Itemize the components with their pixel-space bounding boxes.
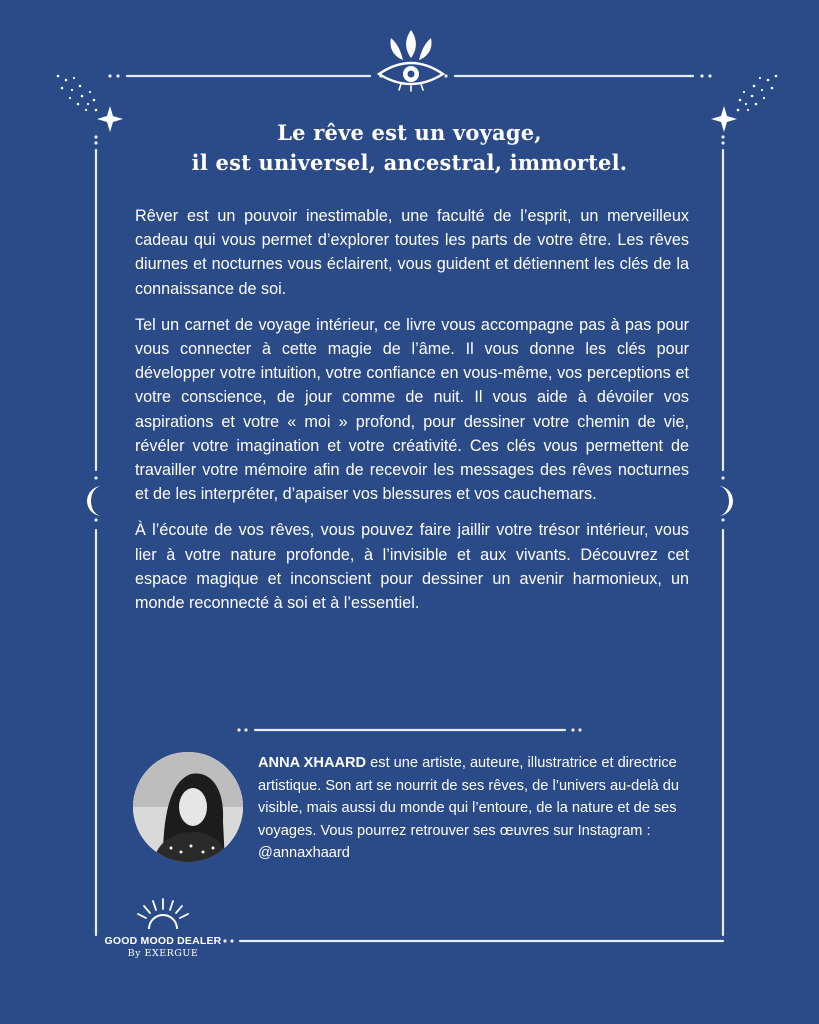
paragraph: Tel un carnet de voyage intérieur, ce livre vous accompagne pas à pas pour vous connecter à cette magie de l’âme. Il vous donne les clés pour développer votre intuition, votre confiance en vous-même, vos perceptions et votre conscience, de jour comme de nuit. Il vous aide à dévoiler vos aspirations et votre « moi » profond, pour dessiner votre chemin de vie, révéler votre imagination et votre créativité. Ces clés vous permettent de travailler votre mémoire afin de recevoir les messages des rêves nocturnes et de les interpréter, d’apaiser vos blessures et vos cauchemars. bbox=[135, 315, 689, 504]
shooting-star-icon bbox=[702, 70, 782, 140]
page-heading bbox=[120, 118, 699, 178]
author-name: ANNA XHAARD bbox=[258, 755, 367, 771]
crescent-moon-icon bbox=[84, 484, 110, 518]
author-bio bbox=[258, 752, 708, 865]
sunburst-icon bbox=[133, 895, 193, 931]
crescent-moon-icon bbox=[710, 484, 736, 518]
publisher-imprint: By EXERGUE bbox=[127, 948, 199, 959]
paragraph: À l’écoute de vos rêves, vous pouvez faire jaillir votre trésor intérieur, vous lier à votre nature profonde, à l’invisible et aux vivants. Découvrez cet espace magique et inconscient pour dessiner un avenir harmonieux, un monde reconnecté à soi et à l’essentiel. bbox=[135, 521, 689, 613]
publisher-logo bbox=[88, 895, 238, 959]
author-photo bbox=[133, 752, 243, 862]
eye-with-flames-icon bbox=[373, 28, 449, 92]
paragraph: Rêver est un pouvoir inestimable, une faculté de l’esprit, un merveilleux cadeau qui vous permet d’explorer toutes les parts de votre être. Les rêves diurnes et nocturnes vous éclairent, vous guident et détiennent les clés de la connaissance de soi. bbox=[135, 207, 689, 298]
body-text bbox=[135, 204, 689, 627]
author-bio-text: est une artiste, auteure, illustratrice et directrice artistique. Son art se nourrit de ses rêves, de l’univers au-delà du visible, mais aussi du monde qui l’entoure, de la nature et de ses voyages. Vous pourrez retrouver ses œuvres sur Instagram : @annaxhaard bbox=[258, 755, 680, 861]
heading-line-2: il est universel, ancestral, immortel. bbox=[191, 150, 628, 175]
publisher-name: GOOD MOOD DEALER bbox=[104, 935, 222, 947]
heading-line-1: Le rêve est un voyage, bbox=[277, 120, 542, 145]
